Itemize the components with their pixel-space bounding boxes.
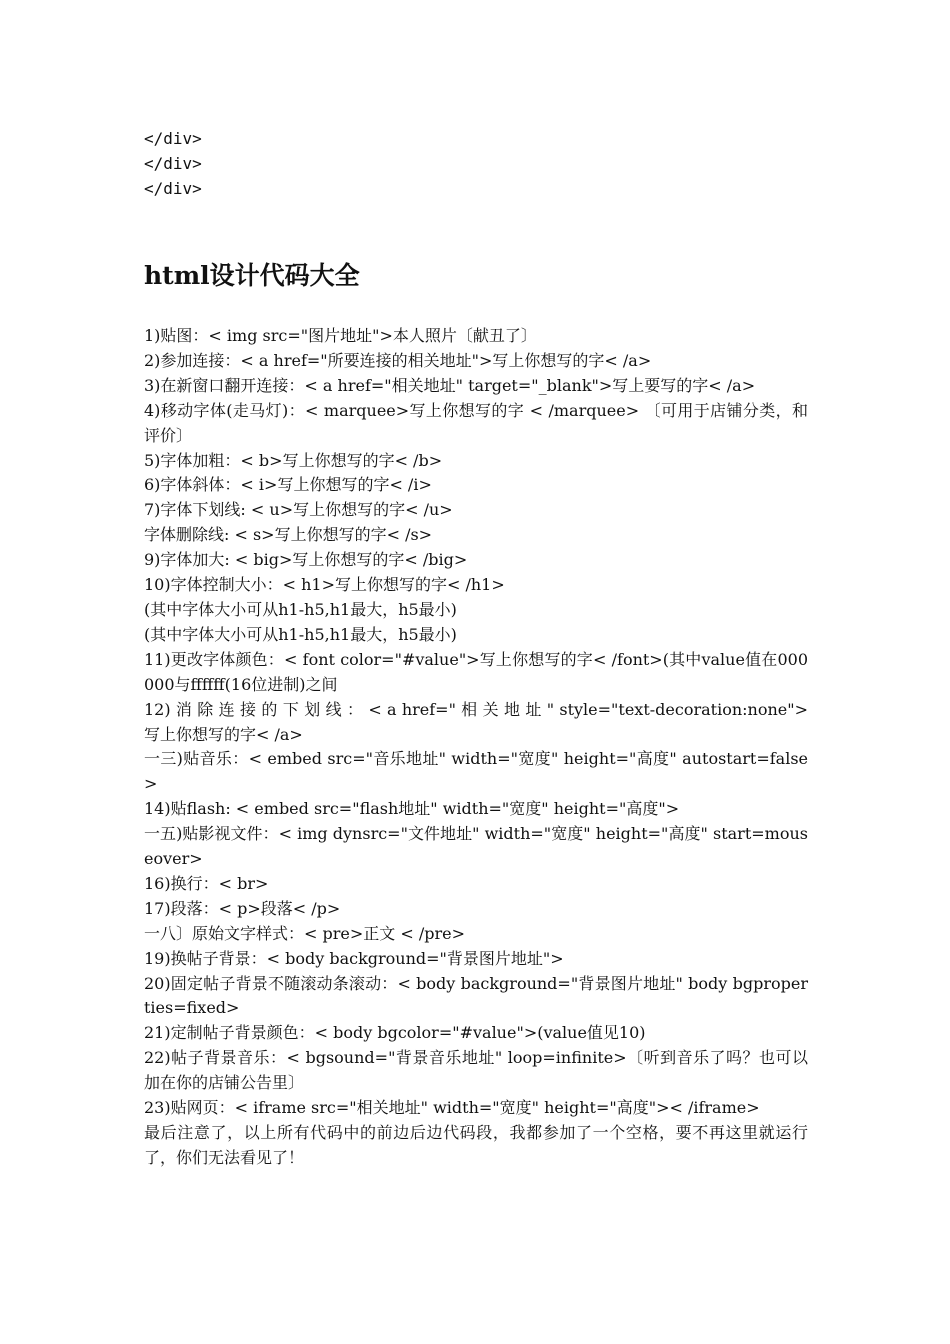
code-list (144, 324, 808, 1171)
list-item: 1)贴图：< img src="图片地址">本人照片〔献丑了〕 (144, 326, 537, 345)
list-item: 19)换帖子背景：< body background="背景图片地址"> (144, 948, 564, 968)
list-item: 20)固定帖子背景不随滚动条滚动：< body background="背景图片地址" body bgproperties=fixed> (144, 973, 808, 1018)
list-item: 21)定制帖子背景颜色：< body bgcolor="#value">(value值见10) (144, 1023, 646, 1043)
closing-div-code-block (144, 126, 804, 201)
section-title: html设计代码大全 (144, 261, 360, 290)
list-item: 4)移动字体(走马灯)：< marquee>写上你想写的字 < /marquee> 〔可用于店铺分类，和评价〕 (144, 400, 808, 445)
list-item: 17)段落：< p>段落< /p> (144, 898, 341, 918)
list-item: 14)贴flash: < embed src="flash地址" width="宽度" height="高度"> (144, 799, 680, 819)
list-item: 字体删除线: < s>写上你想写的字< /s> (144, 525, 433, 545)
list-item: (其中字体大小可从h1-h5,h1最大，h5最小) (144, 599, 457, 619)
list-item: 10)字体控制大小：< h1>写上你想写的字< /h1> (144, 575, 505, 595)
list-item: 3)在新窗口翻开连接：< a href="相关地址" target="_blank">写上要写的字< /a> (144, 375, 756, 395)
list-item: 9)字体加大: < big>写上你想写的字< /big> (144, 550, 468, 570)
list-item: 2)参加连接：< a href="所要连接的相关地址">写上你想写的字< /a> (144, 350, 652, 370)
list-item: 16)换行：< br> (144, 873, 269, 893)
code-line: </div> (144, 129, 202, 148)
list-item: 一五)贴影视文件：< img dynsrc="文件地址" width="宽度" height="高度" start=mouseover> (144, 824, 808, 869)
list-item: 一三)贴音乐：< embed src="音乐地址" width="宽度" height="高度" autostart=false> (144, 749, 808, 794)
list-item: 5)字体加粗：< b>写上你想写的字< /b> (144, 450, 443, 470)
code-line: </div> (144, 154, 202, 173)
list-item: 23)贴网页：< iframe src="相关地址" width="宽度" height="高度">< /iframe> (144, 1098, 760, 1118)
closing-note: 最后注意了，以上所有代码中的前边后边代码段，我都参加了一个空格，要不再这里就运行了，你们无法看见了！ (144, 1123, 808, 1167)
list-item: 一八〕原始文字样式：< pre>正文 < /pre> (144, 923, 465, 943)
code-line: </div> (144, 179, 202, 198)
list-item: 11)更改字体颜色：< font color="#value">写上你想写的字< /font>(其中value值在000000与ffffff(16位进制)之间 (144, 649, 808, 694)
list-item: 12) 消 除 连 接 的 下 划 线 ： < a href=" 相 关 地 址 " style="text-decoration:none">写上你想写的字< /a> (144, 699, 808, 744)
list-item: (其中字体大小可从h1-h5,h1最大，h5最小) (144, 624, 457, 644)
list-item: 7)字体下划线: < u>写上你想写的字< /u> (144, 500, 453, 520)
list-item: 22)帖子背景音乐：< bgsound="背景音乐地址" loop=infinite>〔听到音乐了吗？也可以加在你的店铺公告里〕 (144, 1048, 808, 1093)
list-item: 6)字体斜体：< i>写上你想写的字< /i> (144, 475, 432, 495)
